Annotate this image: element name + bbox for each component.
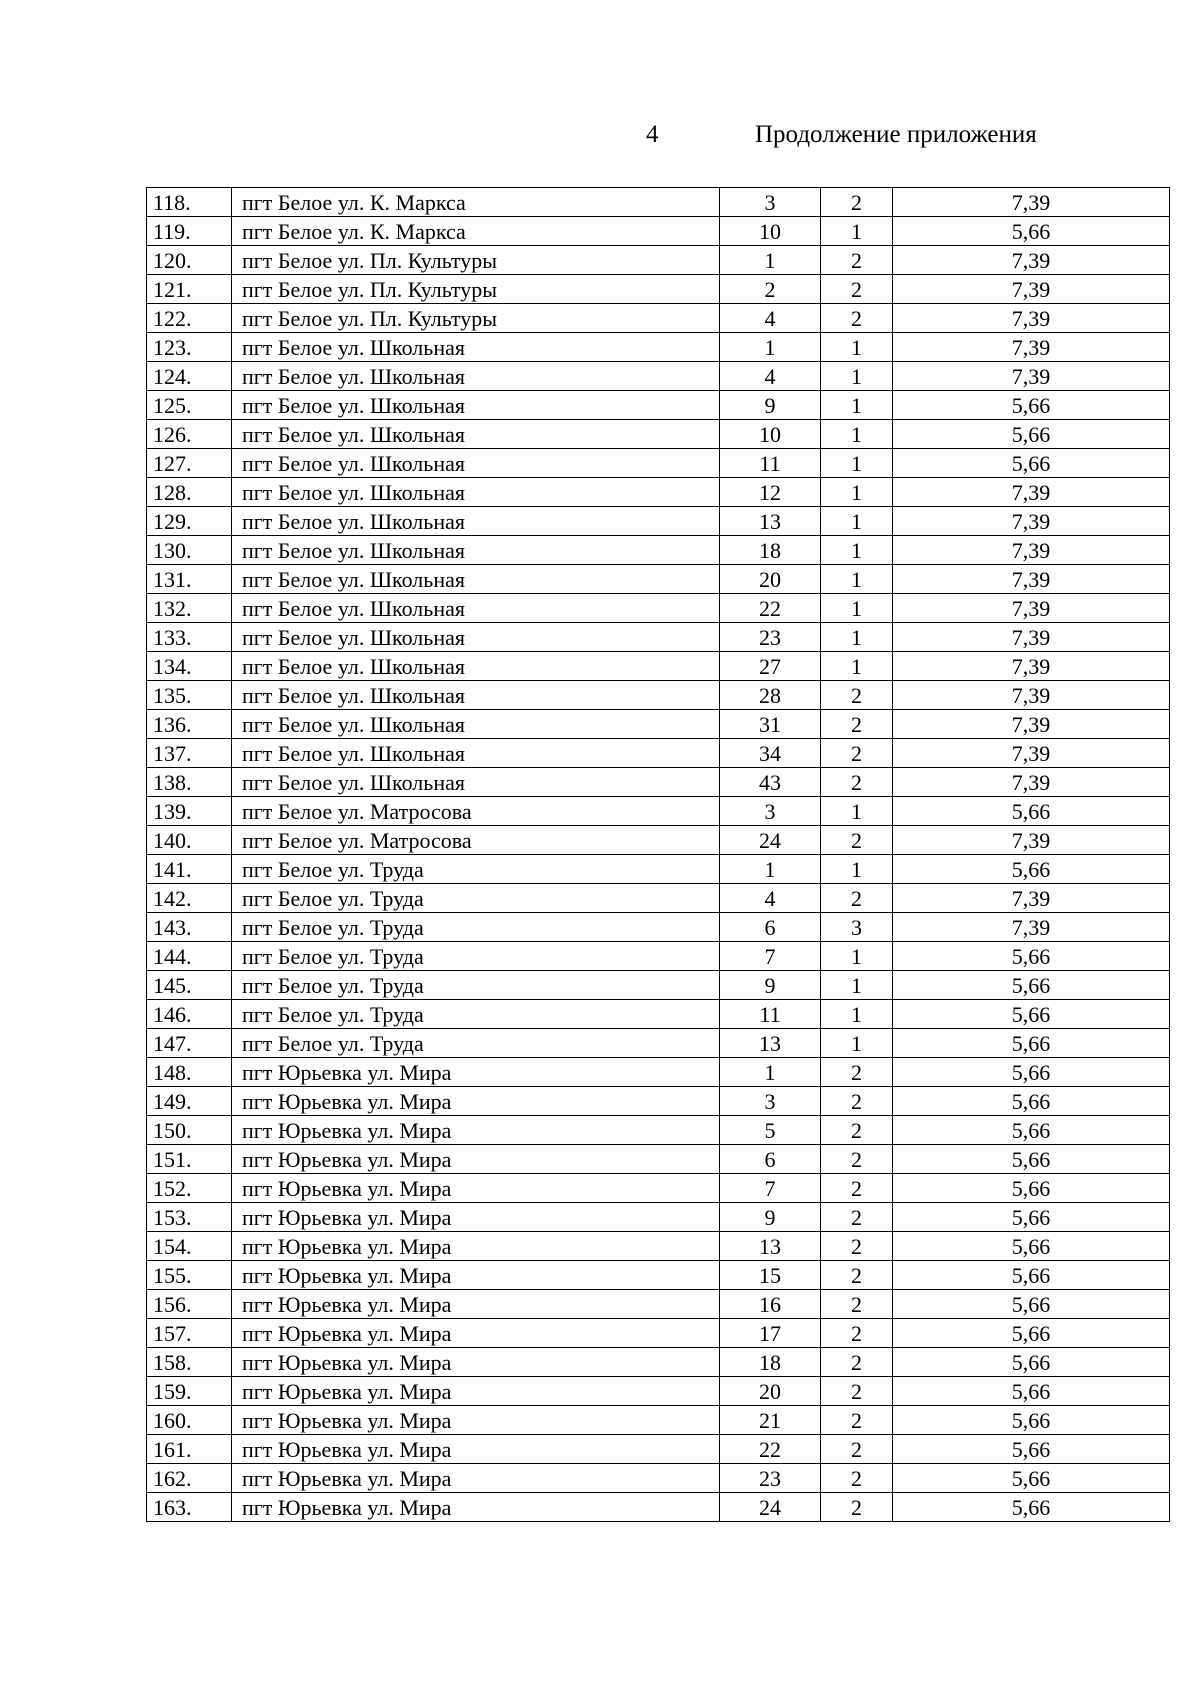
house-number-cell: 11	[720, 449, 821, 478]
table-row	[147, 391, 1170, 420]
rate-cell: 7,39	[893, 710, 1170, 739]
row-number-cell: 122.	[147, 304, 232, 333]
page-number: 4	[646, 121, 659, 148]
address-cell: пгт Белое ул. К. Маркса	[232, 217, 720, 246]
house-number-cell: 10	[720, 420, 821, 449]
category-cell: 2	[821, 1145, 893, 1174]
row-number-cell: 127.	[147, 449, 232, 478]
row-number-cell: 130.	[147, 536, 232, 565]
row-number-cell: 120.	[147, 246, 232, 275]
address-cell: пгт Белое ул. К. Маркса	[232, 188, 720, 217]
table-row	[147, 1377, 1170, 1406]
category-cell: 2	[821, 710, 893, 739]
table-row	[147, 971, 1170, 1000]
category-cell: 1	[821, 565, 893, 594]
house-number-cell: 11	[720, 1000, 821, 1029]
row-number-cell: 143.	[147, 913, 232, 942]
table-row	[147, 217, 1170, 246]
category-cell: 2	[821, 1116, 893, 1145]
address-cell: пгт Белое ул. Школьная	[232, 507, 720, 536]
table-row	[147, 884, 1170, 913]
table-row	[147, 1319, 1170, 1348]
address-cell: пгт Юрьевка ул. Мира	[232, 1493, 720, 1522]
category-cell: 1	[821, 420, 893, 449]
address-cell: пгт Юрьевка ул. Мира	[232, 1261, 720, 1290]
row-number-cell: 150.	[147, 1116, 232, 1145]
row-number-cell: 162.	[147, 1464, 232, 1493]
row-number-cell: 159.	[147, 1377, 232, 1406]
category-cell: 1	[821, 478, 893, 507]
rate-cell: 7,39	[893, 913, 1170, 942]
category-cell: 2	[821, 1058, 893, 1087]
rate-cell: 5,66	[893, 1029, 1170, 1058]
table-row	[147, 1174, 1170, 1203]
row-number-cell: 153.	[147, 1203, 232, 1232]
house-number-cell: 12	[720, 478, 821, 507]
row-number-cell: 126.	[147, 420, 232, 449]
rate-cell: 5,66	[893, 855, 1170, 884]
row-number-cell: 131.	[147, 565, 232, 594]
house-number-cell: 20	[720, 1377, 821, 1406]
table-row	[147, 1464, 1170, 1493]
rate-cell: 7,39	[893, 594, 1170, 623]
table-row	[147, 913, 1170, 942]
rate-cell: 5,66	[893, 1348, 1170, 1377]
rate-cell: 5,66	[893, 1261, 1170, 1290]
row-number-cell: 123.	[147, 333, 232, 362]
row-number-cell: 163.	[147, 1493, 232, 1522]
house-number-cell: 4	[720, 884, 821, 913]
table-row	[147, 449, 1170, 478]
category-cell: 1	[821, 536, 893, 565]
house-number-cell: 3	[720, 797, 821, 826]
rate-cell: 7,39	[893, 333, 1170, 362]
rate-cell: 7,39	[893, 623, 1170, 652]
table-row	[147, 1435, 1170, 1464]
address-cell: пгт Юрьевка ул. Мира	[232, 1174, 720, 1203]
rate-cell: 5,66	[893, 1174, 1170, 1203]
rate-cell: 7,39	[893, 507, 1170, 536]
address-cell: пгт Белое ул. Труда	[232, 913, 720, 942]
category-cell: 1	[821, 1029, 893, 1058]
row-number-cell: 125.	[147, 391, 232, 420]
rate-cell: 7,39	[893, 739, 1170, 768]
rate-cell: 5,66	[893, 1435, 1170, 1464]
rate-cell: 7,39	[893, 362, 1170, 391]
table-row	[147, 681, 1170, 710]
address-cell: пгт Юрьевка ул. Мира	[232, 1406, 720, 1435]
address-cell: пгт Юрьевка ул. Мира	[232, 1058, 720, 1087]
house-number-cell: 23	[720, 1464, 821, 1493]
rate-cell: 5,66	[893, 391, 1170, 420]
rate-cell: 7,39	[893, 246, 1170, 275]
rate-cell: 5,66	[893, 420, 1170, 449]
address-cell: пгт Белое ул. Труда	[232, 942, 720, 971]
house-number-cell: 23	[720, 623, 821, 652]
row-number-cell: 156.	[147, 1290, 232, 1319]
table-row	[147, 1000, 1170, 1029]
address-cell: пгт Белое ул. Пл. Культуры	[232, 275, 720, 304]
table-row	[147, 420, 1170, 449]
house-number-cell: 34	[720, 739, 821, 768]
address-cell: пгт Юрьевка ул. Мира	[232, 1116, 720, 1145]
rate-cell: 5,66	[893, 1377, 1170, 1406]
row-number-cell: 118.	[147, 188, 232, 217]
table-row	[147, 333, 1170, 362]
row-number-cell: 142.	[147, 884, 232, 913]
address-cell: пгт Юрьевка ул. Мира	[232, 1319, 720, 1348]
house-number-cell: 18	[720, 536, 821, 565]
category-cell: 2	[821, 1203, 893, 1232]
address-cell: пгт Белое ул. Школьная	[232, 333, 720, 362]
house-number-cell: 21	[720, 1406, 821, 1435]
rate-cell: 5,66	[893, 1116, 1170, 1145]
address-cell: пгт Белое ул. Школьная	[232, 681, 720, 710]
address-cell: пгт Юрьевка ул. Мира	[232, 1464, 720, 1493]
table-row	[147, 1087, 1170, 1116]
category-cell: 1	[821, 855, 893, 884]
row-number-cell: 137.	[147, 739, 232, 768]
category-cell: 2	[821, 1377, 893, 1406]
house-number-cell: 13	[720, 1029, 821, 1058]
table-row	[147, 1116, 1170, 1145]
rate-cell: 5,66	[893, 1232, 1170, 1261]
row-number-cell: 138.	[147, 768, 232, 797]
row-number-cell: 133.	[147, 623, 232, 652]
address-cell: пгт Белое ул. Труда	[232, 1029, 720, 1058]
rate-cell: 5,66	[893, 797, 1170, 826]
category-cell: 1	[821, 942, 893, 971]
table-row	[147, 362, 1170, 391]
category-cell: 2	[821, 1493, 893, 1522]
rate-cell: 7,39	[893, 188, 1170, 217]
row-number-cell: 121.	[147, 275, 232, 304]
house-number-cell: 24	[720, 826, 821, 855]
house-number-cell: 7	[720, 1174, 821, 1203]
rate-cell: 5,66	[893, 1000, 1170, 1029]
category-cell: 2	[821, 681, 893, 710]
category-cell: 2	[821, 1174, 893, 1203]
row-number-cell: 160.	[147, 1406, 232, 1435]
row-number-cell: 152.	[147, 1174, 232, 1203]
house-number-cell: 1	[720, 855, 821, 884]
house-number-cell: 18	[720, 1348, 821, 1377]
rate-cell: 5,66	[893, 1145, 1170, 1174]
category-cell: 1	[821, 362, 893, 391]
category-cell: 2	[821, 1348, 893, 1377]
row-number-cell: 135.	[147, 681, 232, 710]
row-number-cell: 139.	[147, 797, 232, 826]
address-cell: пгт Белое ул. Труда	[232, 971, 720, 1000]
table-row	[147, 1232, 1170, 1261]
house-number-cell: 3	[720, 188, 821, 217]
category-cell: 2	[821, 1290, 893, 1319]
rate-cell: 7,39	[893, 826, 1170, 855]
address-cell: пгт Юрьевка ул. Мира	[232, 1290, 720, 1319]
rate-cell: 7,39	[893, 768, 1170, 797]
address-cell: пгт Юрьевка ул. Мира	[232, 1348, 720, 1377]
row-number-cell: 128.	[147, 478, 232, 507]
table-row	[147, 1261, 1170, 1290]
table-row	[147, 304, 1170, 333]
category-cell: 2	[821, 188, 893, 217]
rate-cell: 5,66	[893, 217, 1170, 246]
row-number-cell: 154.	[147, 1232, 232, 1261]
house-number-cell: 9	[720, 391, 821, 420]
table-row	[147, 1029, 1170, 1058]
category-cell: 1	[821, 507, 893, 536]
house-number-cell: 5	[720, 1116, 821, 1145]
row-number-cell: 140.	[147, 826, 232, 855]
table-row	[147, 246, 1170, 275]
rate-cell: 7,39	[893, 681, 1170, 710]
table-row	[147, 768, 1170, 797]
table-row	[147, 594, 1170, 623]
rate-cell: 5,66	[893, 1319, 1170, 1348]
rate-cell: 5,66	[893, 1087, 1170, 1116]
house-number-cell: 27	[720, 652, 821, 681]
category-cell: 1	[821, 797, 893, 826]
house-number-cell: 13	[720, 1232, 821, 1261]
table-row	[147, 1145, 1170, 1174]
row-number-cell: 144.	[147, 942, 232, 971]
house-number-cell: 1	[720, 246, 821, 275]
address-cell: пгт Белое ул. Школьная	[232, 362, 720, 391]
address-cell: пгт Белое ул. Труда	[232, 855, 720, 884]
house-number-cell: 31	[720, 710, 821, 739]
rate-cell: 7,39	[893, 884, 1170, 913]
house-number-cell: 3	[720, 1087, 821, 1116]
table-row	[147, 1203, 1170, 1232]
rate-cell: 7,39	[893, 652, 1170, 681]
address-cell: пгт Белое ул. Школьная	[232, 478, 720, 507]
rate-cell: 5,66	[893, 1058, 1170, 1087]
category-cell: 1	[821, 623, 893, 652]
table-row	[147, 188, 1170, 217]
category-cell: 3	[821, 913, 893, 942]
address-cell: пгт Белое ул. Школьная	[232, 623, 720, 652]
rate-cell: 5,66	[893, 1493, 1170, 1522]
rate-cell: 7,39	[893, 275, 1170, 304]
address-cell: пгт Белое ул. Школьная	[232, 391, 720, 420]
row-number-cell: 161.	[147, 1435, 232, 1464]
house-number-cell: 28	[720, 681, 821, 710]
category-cell: 2	[821, 1406, 893, 1435]
row-number-cell: 148.	[147, 1058, 232, 1087]
category-cell: 2	[821, 826, 893, 855]
table-row	[147, 1058, 1170, 1087]
address-cell: пгт Юрьевка ул. Мира	[232, 1435, 720, 1464]
table-row	[147, 507, 1170, 536]
address-cell: пгт Белое ул. Школьная	[232, 420, 720, 449]
rate-cell: 7,39	[893, 565, 1170, 594]
table-row	[147, 1348, 1170, 1377]
category-cell: 1	[821, 971, 893, 1000]
house-number-cell: 7	[720, 942, 821, 971]
category-cell: 1	[821, 333, 893, 362]
category-cell: 1	[821, 594, 893, 623]
category-cell: 1	[821, 652, 893, 681]
category-cell: 1	[821, 1000, 893, 1029]
address-cell: пгт Юрьевка ул. Мира	[232, 1145, 720, 1174]
address-cell: пгт Белое ул. Школьная	[232, 594, 720, 623]
address-cell: пгт Белое ул. Школьная	[232, 536, 720, 565]
house-number-cell: 9	[720, 971, 821, 1000]
address-cell: пгт Белое ул. Пл. Культуры	[232, 246, 720, 275]
table-row	[147, 942, 1170, 971]
row-number-cell: 129.	[147, 507, 232, 536]
table-row	[147, 797, 1170, 826]
address-cell: пгт Белое ул. Школьная	[232, 652, 720, 681]
category-cell: 2	[821, 275, 893, 304]
address-cell: пгт Белое ул. Школьная	[232, 710, 720, 739]
table-row	[147, 1290, 1170, 1319]
category-cell: 2	[821, 1232, 893, 1261]
house-number-cell: 2	[720, 275, 821, 304]
rate-cell: 5,66	[893, 1464, 1170, 1493]
table-row	[147, 623, 1170, 652]
address-cell: пгт Белое ул. Матросова	[232, 826, 720, 855]
row-number-cell: 132.	[147, 594, 232, 623]
category-cell: 2	[821, 1261, 893, 1290]
row-number-cell: 155.	[147, 1261, 232, 1290]
category-cell: 2	[821, 739, 893, 768]
address-cell: пгт Белое ул. Пл. Культуры	[232, 304, 720, 333]
table-row	[147, 739, 1170, 768]
rate-cell: 5,66	[893, 971, 1170, 1000]
row-number-cell: 141.	[147, 855, 232, 884]
house-number-cell: 1	[720, 1058, 821, 1087]
rate-cell: 7,39	[893, 536, 1170, 565]
row-number-cell: 119.	[147, 217, 232, 246]
housing-rates-table	[146, 187, 1170, 1522]
house-number-cell: 16	[720, 1290, 821, 1319]
table-row	[147, 536, 1170, 565]
house-number-cell: 10	[720, 217, 821, 246]
rate-cell: 5,66	[893, 1406, 1170, 1435]
table-row	[147, 275, 1170, 304]
category-cell: 1	[821, 391, 893, 420]
row-number-cell: 151.	[147, 1145, 232, 1174]
row-number-cell: 134.	[147, 652, 232, 681]
table-row	[147, 1406, 1170, 1435]
house-number-cell: 43	[720, 768, 821, 797]
address-cell: пгт Юрьевка ул. Мира	[232, 1232, 720, 1261]
row-number-cell: 124.	[147, 362, 232, 391]
category-cell: 2	[821, 1087, 893, 1116]
house-number-cell: 20	[720, 565, 821, 594]
table-row	[147, 565, 1170, 594]
row-number-cell: 157.	[147, 1319, 232, 1348]
house-number-cell: 1	[720, 333, 821, 362]
category-cell: 2	[821, 1464, 893, 1493]
address-cell: пгт Белое ул. Школьная	[232, 768, 720, 797]
house-number-cell: 15	[720, 1261, 821, 1290]
rate-cell: 5,66	[893, 942, 1170, 971]
rate-cell: 7,39	[893, 304, 1170, 333]
address-cell: пгт Юрьевка ул. Мира	[232, 1377, 720, 1406]
rate-cell: 5,66	[893, 1290, 1170, 1319]
row-number-cell: 158.	[147, 1348, 232, 1377]
house-number-cell: 9	[720, 1203, 821, 1232]
address-cell: пгт Белое ул. Труда	[232, 1000, 720, 1029]
house-number-cell: 6	[720, 913, 821, 942]
address-cell: пгт Белое ул. Школьная	[232, 449, 720, 478]
rate-cell: 7,39	[893, 478, 1170, 507]
address-cell: пгт Белое ул. Матросова	[232, 797, 720, 826]
category-cell: 1	[821, 449, 893, 478]
table-row	[147, 652, 1170, 681]
category-cell: 1	[821, 217, 893, 246]
table-body	[147, 188, 1170, 1522]
rate-cell: 5,66	[893, 1203, 1170, 1232]
house-number-cell: 13	[720, 507, 821, 536]
category-cell: 2	[821, 246, 893, 275]
table-row	[147, 478, 1170, 507]
row-number-cell: 149.	[147, 1087, 232, 1116]
row-number-cell: 136.	[147, 710, 232, 739]
address-cell: пгт Белое ул. Школьная	[232, 739, 720, 768]
row-number-cell: 145.	[147, 971, 232, 1000]
rate-cell: 5,66	[893, 449, 1170, 478]
category-cell: 2	[821, 304, 893, 333]
address-cell: пгт Белое ул. Труда	[232, 884, 720, 913]
category-cell: 2	[821, 768, 893, 797]
house-number-cell: 4	[720, 362, 821, 391]
house-number-cell: 17	[720, 1319, 821, 1348]
category-cell: 2	[821, 884, 893, 913]
house-number-cell: 6	[720, 1145, 821, 1174]
house-number-cell: 4	[720, 304, 821, 333]
house-number-cell: 22	[720, 594, 821, 623]
page-caption: Продолжение приложения	[755, 121, 1037, 148]
table-row	[147, 855, 1170, 884]
house-number-cell: 22	[720, 1435, 821, 1464]
row-number-cell: 146.	[147, 1000, 232, 1029]
table-row	[147, 1493, 1170, 1522]
table-row	[147, 826, 1170, 855]
category-cell: 2	[821, 1435, 893, 1464]
address-cell: пгт Белое ул. Школьная	[232, 565, 720, 594]
category-cell: 2	[821, 1319, 893, 1348]
address-cell: пгт Юрьевка ул. Мира	[232, 1203, 720, 1232]
row-number-cell: 147.	[147, 1029, 232, 1058]
table-row	[147, 710, 1170, 739]
address-cell: пгт Юрьевка ул. Мира	[232, 1087, 720, 1116]
house-number-cell: 24	[720, 1493, 821, 1522]
